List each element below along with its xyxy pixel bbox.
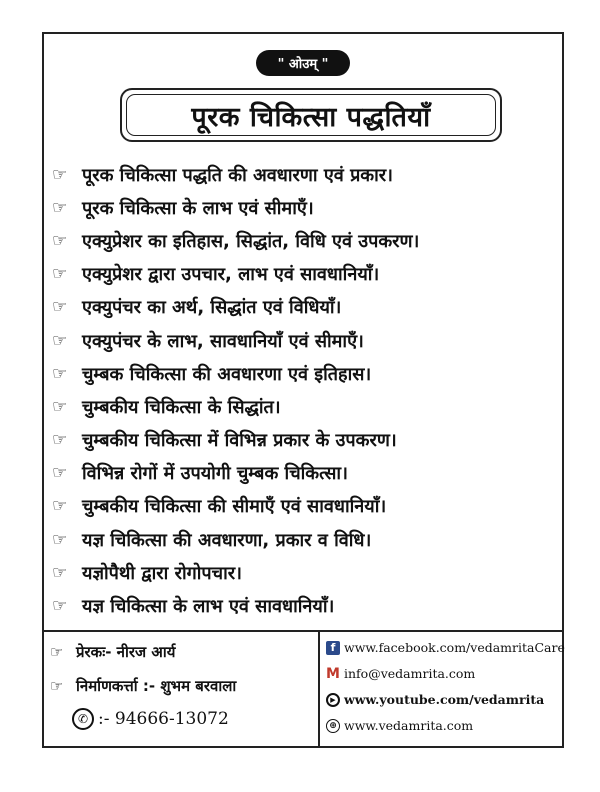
footer [42, 630, 564, 748]
list-item: ☞ चुम्बक चिकित्सा की अवधारणा एवं इतिहास। [52, 363, 372, 385]
pointing-hand-icon: ☞ [52, 596, 68, 617]
youtube-link[interactable]: www.youtube.com/vedamrita [344, 692, 545, 707]
title-banner [120, 88, 502, 142]
pointing-hand-icon: ☞ [50, 677, 64, 695]
list-item: ☞ विभिन्न रोगों में उपयोगी चुम्बक चिकित्सा। [52, 463, 348, 485]
website-link[interactable]: www.vedamrita.com [344, 718, 474, 733]
email-contact[interactable] [326, 666, 475, 681]
email-link[interactable]: info@vedamrita.com [344, 666, 476, 681]
website-contact[interactable] [326, 718, 473, 733]
page-title: पूरक चिकित्सा पद्धतियाँ [191, 101, 431, 133]
list-item: ☞ चुम्बकीय चिकित्सा में विभिन्न प्रकार के उपकरण। [52, 430, 397, 452]
footer-divider [318, 632, 320, 748]
list-item: ☞ एक्युप्रेशर का इतिहास, सिद्धांत, विधि एवं उपकरण। [52, 230, 420, 252]
youtube-contact[interactable] [326, 692, 544, 707]
phone-contact [72, 708, 229, 730]
list-item: ☞ यज्ञ चिकित्सा की अवधारणा, प्रकार व विधि। [52, 529, 372, 551]
pointing-hand-icon: ☞ [52, 529, 68, 550]
pointing-hand-icon: ☞ [52, 562, 68, 583]
topic-list [52, 158, 558, 623]
credit-inspirer: ☞ प्रेरकः- नीरज आर्य [50, 643, 176, 661]
pointing-hand-icon: ☞ [52, 164, 68, 185]
phone-number: :- 94666-13072 [98, 709, 229, 729]
list-item: ☞ चुम्बकीय चिकित्सा की सीमाएँ एवं सावधानियाँ। [52, 496, 387, 518]
pointing-hand-icon: ☞ [52, 197, 68, 218]
facebook-icon: f [326, 641, 340, 655]
pointing-hand-icon: ☞ [52, 330, 68, 351]
pointing-hand-icon: ☞ [52, 363, 68, 384]
pointing-hand-icon: ☞ [52, 396, 68, 417]
list-item: ☞ यज्ञोपैथी द्वारा रोगोपचार। [52, 562, 242, 584]
whatsapp-icon: ✆ [72, 708, 94, 730]
list-item: ☞ पूरक चिकित्सा पद्धति की अवधारणा एवं प्रकार। [52, 164, 393, 186]
credit-creator: ☞ निर्माणकर्त्ता :- शुभम बरवाला [50, 677, 237, 695]
list-item: ☞ पूरक चिकित्सा के लाभ एवं सीमाएँ। [52, 197, 314, 219]
pointing-hand-icon: ☞ [52, 264, 68, 285]
list-item: ☞ एक्युप्रेशर द्वारा उपचार, लाभ एवं सावधानियाँ। [52, 264, 380, 286]
youtube-icon: ▶ [326, 693, 340, 707]
mail-icon: M [326, 665, 340, 682]
list-item: ☞ एक्युपंचर के लाभ, सावधानियाँ एवं सीमाएँ। [52, 330, 364, 352]
pointing-hand-icon: ☞ [52, 230, 68, 251]
pointing-hand-icon: ☞ [52, 496, 68, 517]
facebook-contact[interactable] [326, 640, 565, 655]
pointing-hand-icon: ☞ [50, 643, 64, 661]
pointing-hand-icon: ☞ [52, 463, 68, 484]
om-badge: " ओउम् " [256, 50, 350, 76]
pointing-hand-icon: ☞ [52, 430, 68, 451]
globe-icon: ⊕ [326, 719, 340, 733]
list-item: ☞ चुम्बकीय चिकित्सा के सिद्धांत। [52, 396, 281, 418]
facebook-link[interactable]: www.facebook.com/vedamritaCare [344, 640, 565, 655]
pointing-hand-icon: ☞ [52, 297, 68, 318]
list-item: ☞ एक्युपंचर का अर्थ, सिद्धांत एवं विधियाँ। [52, 297, 342, 319]
list-item: ☞ यज्ञ चिकित्सा के लाभ एवं सावधानियाँ। [52, 596, 335, 618]
